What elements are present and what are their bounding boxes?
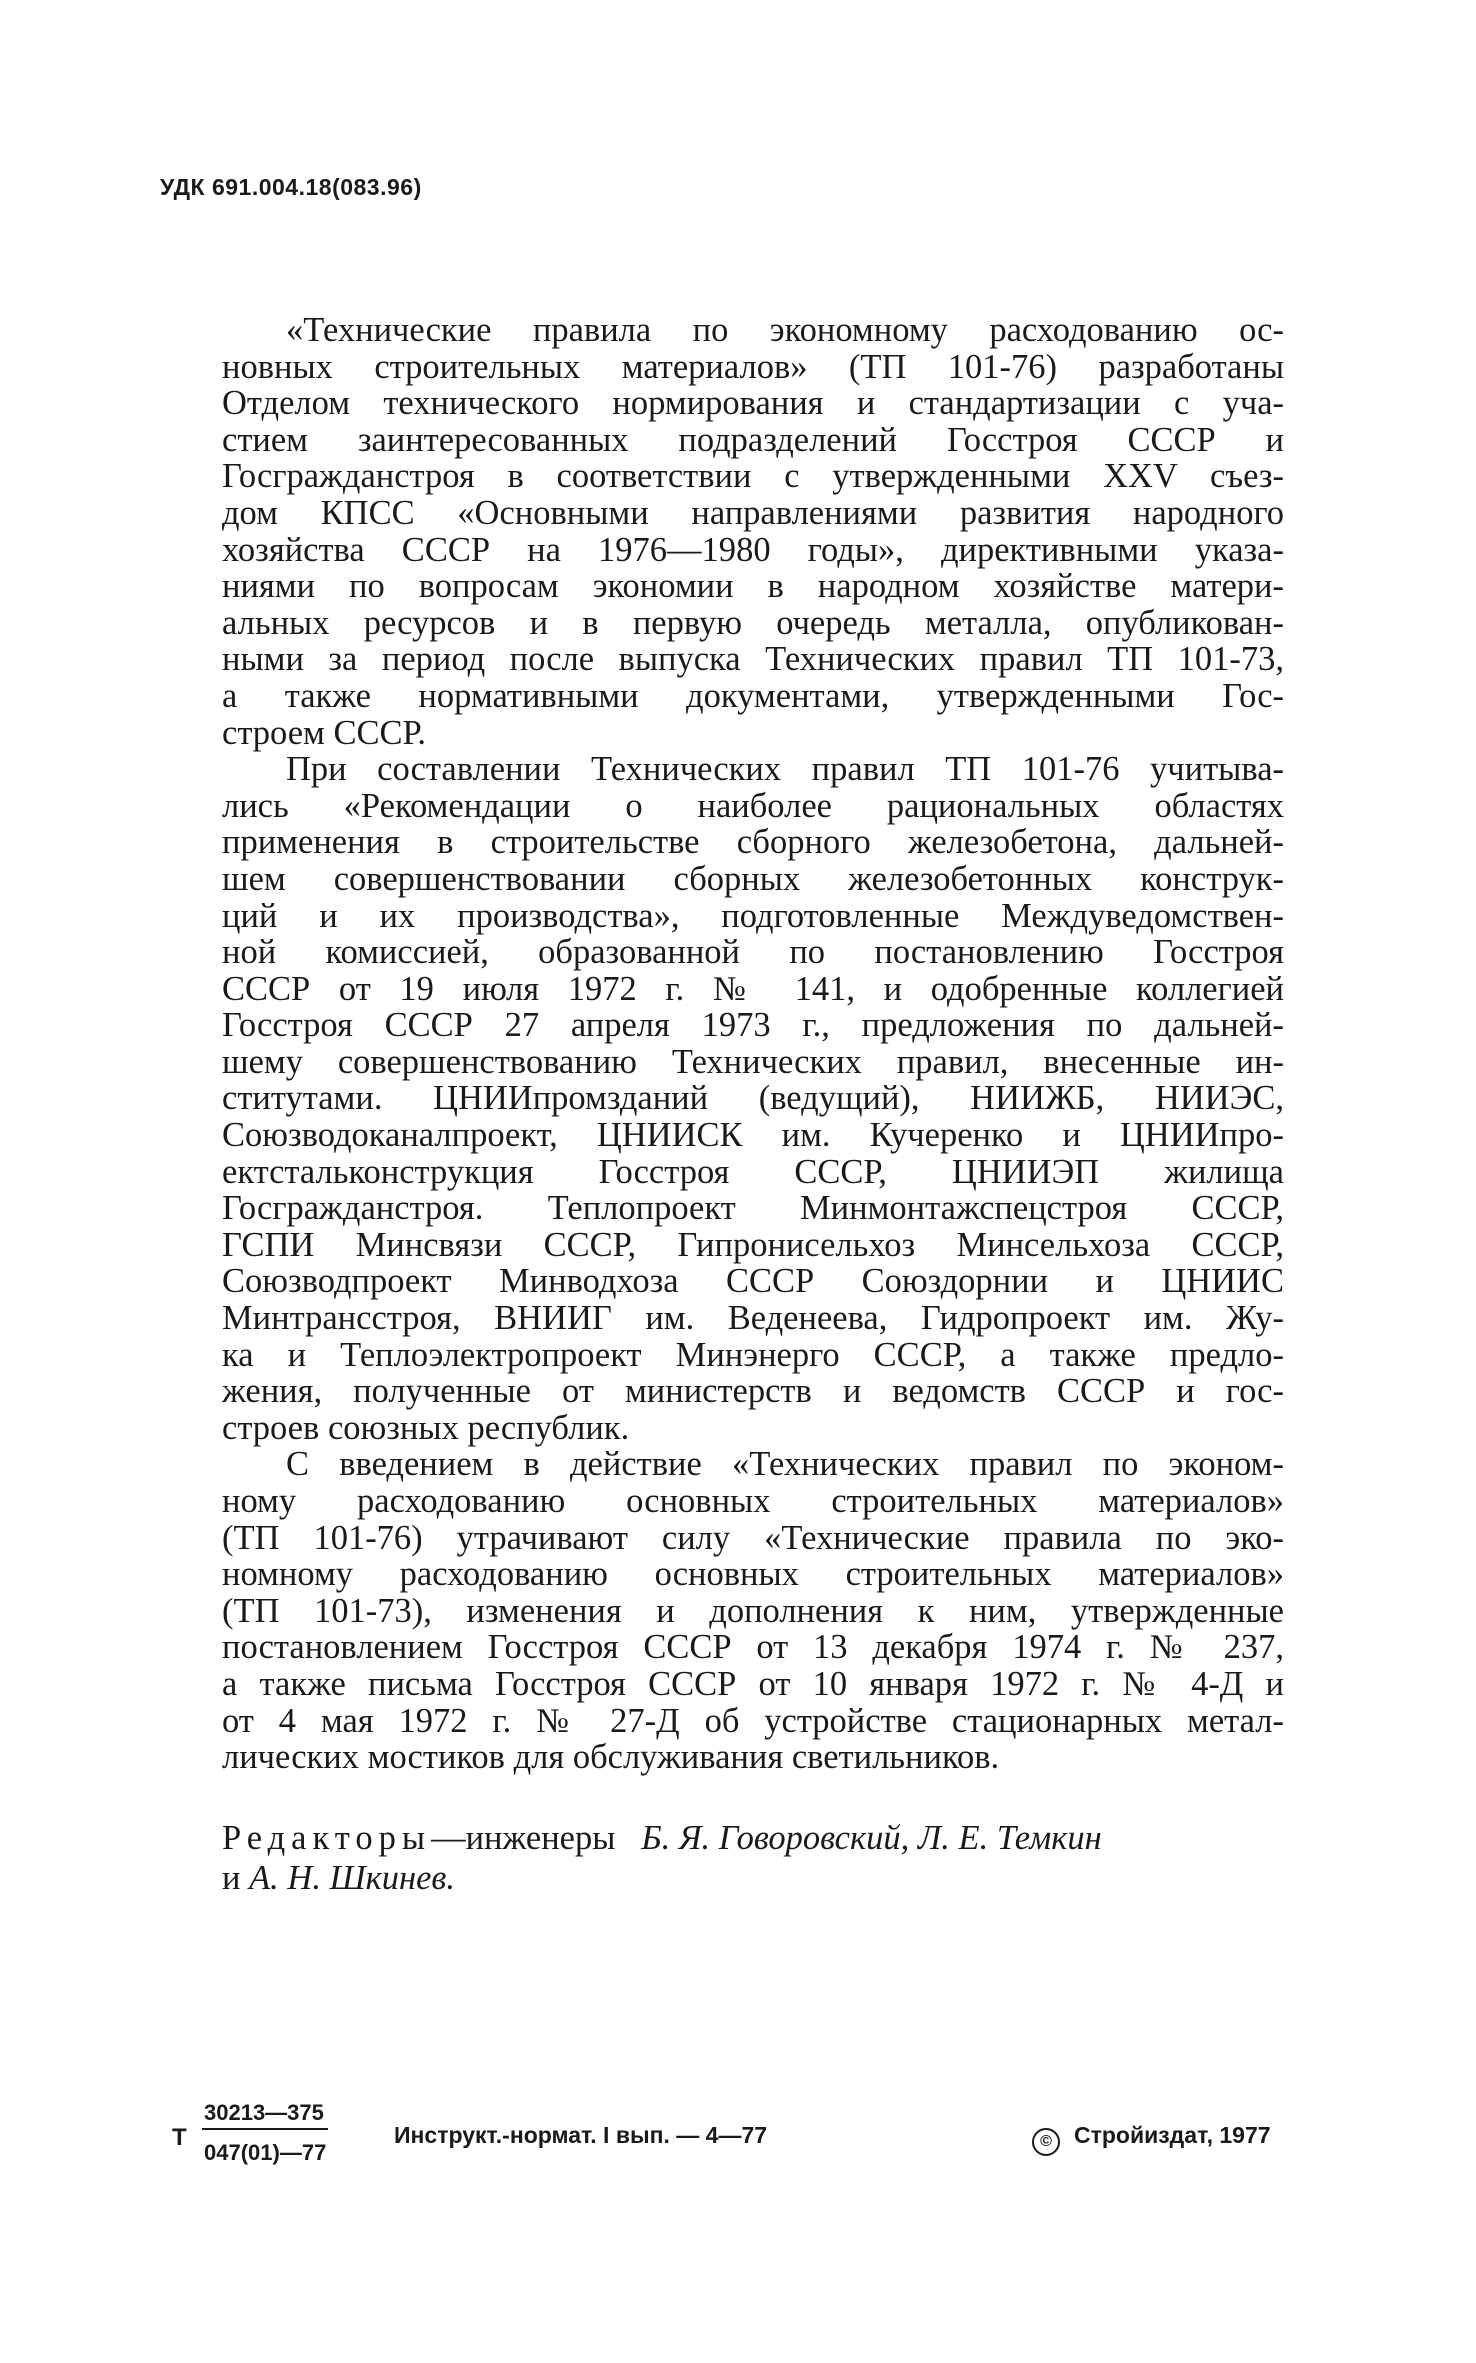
- editors-line-2: [222, 1858, 1284, 1898]
- text-line: ектстальконструкция Госстроя СССР, ЦНИИЭП жилища: [222, 1152, 1284, 1191]
- paragraph: [222, 312, 1284, 751]
- text-line: лических мостиков для обслуживания светильников.: [222, 1738, 1000, 1777]
- text-line: применения в строительстве сборного железобетона, дальней-: [222, 823, 1284, 862]
- imprint-instruction: Инструкт.-нормат. I вып. — 4—77: [394, 2122, 768, 2148]
- text-line: а также нормативными документами, утвержденными Гос-: [222, 676, 1284, 715]
- text-line: стием заинтересованных подразделений Госстроя СССР и: [222, 420, 1284, 459]
- text-line: С введением в действие «Технических правил по эконом-: [286, 1445, 1284, 1484]
- text-line: хозяйства СССР на 1976—1980 годы», директивными указа-: [222, 530, 1284, 569]
- text-line: дом КПСС «Основными направлениями развития народного: [222, 493, 1284, 532]
- copyright-icon: ©: [1032, 2128, 1060, 2156]
- editors-role: —инженеры: [431, 1819, 616, 1857]
- text-line: При составлении Технических правил ТП 101-76 учитыва-: [286, 750, 1284, 789]
- imprint-letter: Т: [172, 2124, 187, 2151]
- text-line: Минтрансстроя, ВНИИГ им. Веденеева, Гидропроект им. Жу-: [222, 1299, 1284, 1338]
- text-line: ниями по вопросам экономии в народном хозяйстве матери-: [222, 567, 1284, 606]
- editors-credit: [222, 1818, 1284, 1898]
- text-line: Госгражданстроя в соответствии с утвержденными XXV съез-: [222, 457, 1284, 496]
- editors-conj: и: [222, 1859, 241, 1897]
- text-line: лись «Рекомендации о наиболее рациональных областях: [222, 786, 1284, 825]
- imprint-copyright: [1032, 2122, 1271, 2156]
- text-line: СССР от 19 июля 1972 г. № 141, и одобренные коллегией: [222, 969, 1284, 1008]
- text-line: ститутами. ЦНИИпромзданий (ведущий), НИИЖБ, НИИЭС,: [222, 1079, 1284, 1118]
- text-line: «Технические правила по экономному расходованию ос-: [286, 311, 1284, 349]
- text-line: строем СССР.: [222, 713, 427, 752]
- text-line: жения, полученные от министерств и ведомств СССР и гос-: [222, 1372, 1284, 1411]
- text-line: строев союзных республик.: [222, 1408, 630, 1447]
- text-line: номному расходованию основных строительных материалов»: [222, 1555, 1284, 1594]
- text-line: постановлением Госстроя СССР от 13 декабря 1974 г. № 237,: [222, 1628, 1284, 1667]
- text-line: (ТП 101-76) утрачивают силу «Технические правила по эко-: [222, 1518, 1284, 1557]
- document-body: [222, 312, 1284, 1776]
- text-line: ций и их производства», подготовленные Междуведомствен-: [222, 896, 1284, 935]
- text-line: Союзводоканалпроект, ЦНИИСК им. Кучеренко и ЦНИИпро-: [222, 1116, 1284, 1155]
- text-line: новных строительных материалов» (ТП 101-76) разработаны: [222, 347, 1284, 386]
- paragraph: [222, 751, 1284, 1446]
- text-line: Госгражданстроя. Теплопроект Минмонтажспецстроя СССР,: [222, 1189, 1284, 1228]
- text-line: ному расходованию основных строительных материалов»: [222, 1482, 1284, 1520]
- text-line: а также письма Госстроя СССР от 10 января 1972 г. № 4-Д и: [222, 1664, 1284, 1703]
- text-line: шему совершенствованию Технических правил, внесенные ин-: [222, 1042, 1284, 1081]
- imprint-publisher: Стройиздат, 1977: [1074, 2122, 1271, 2148]
- text-line: Отделом технического нормирования и стандартизации с уча-: [222, 384, 1284, 423]
- editors-label: Редакторы: [222, 1819, 432, 1857]
- imprint-fraction-top: 30213—375: [202, 2100, 328, 2130]
- text-line: Госстроя СССР 27 апреля 1973 г., предложения по дальней-: [222, 1006, 1284, 1045]
- text-line: шем совершенствовании сборных железобетонных конструк-: [222, 859, 1284, 898]
- text-line: альных ресурсов и в первую очередь металла, опубликован-: [222, 603, 1284, 642]
- text-line: ной комиссией, образованной по постановлению Госстроя: [222, 933, 1284, 972]
- text-line: (ТП 101-73), изменения и дополнения к ним, утвержденные: [222, 1591, 1284, 1630]
- editors-line-1: [222, 1818, 1284, 1858]
- imprint: [172, 2088, 1342, 2188]
- text-line: Союзводпроект Минводхоза СССР Союздорнии и ЦНИИС: [222, 1262, 1284, 1301]
- text-line: ка и Теплоэлектропроект Минэнерго СССР, а также предло-: [222, 1335, 1284, 1374]
- udk-code: УДК 691.004.18(083.96): [160, 174, 422, 200]
- paragraph: [222, 1446, 1284, 1775]
- text-line: ными за период после выпуска Технических правил ТП 101-73,: [222, 640, 1284, 679]
- editors-names-2: А. Н. Шкинев.: [249, 1859, 455, 1897]
- text-line: ГСПИ Минсвязи СССР, Гипронисельхоз Минсельхоза СССР,: [222, 1225, 1284, 1264]
- imprint-fraction-bottom: 047(01)—77: [204, 2140, 327, 2165]
- editors-names: Б. Я. Говоровский, Л. Е. Темкин: [641, 1819, 1102, 1857]
- text-line: от 4 мая 1972 г. № 27-Д об устройстве стационарных метал-: [222, 1701, 1284, 1740]
